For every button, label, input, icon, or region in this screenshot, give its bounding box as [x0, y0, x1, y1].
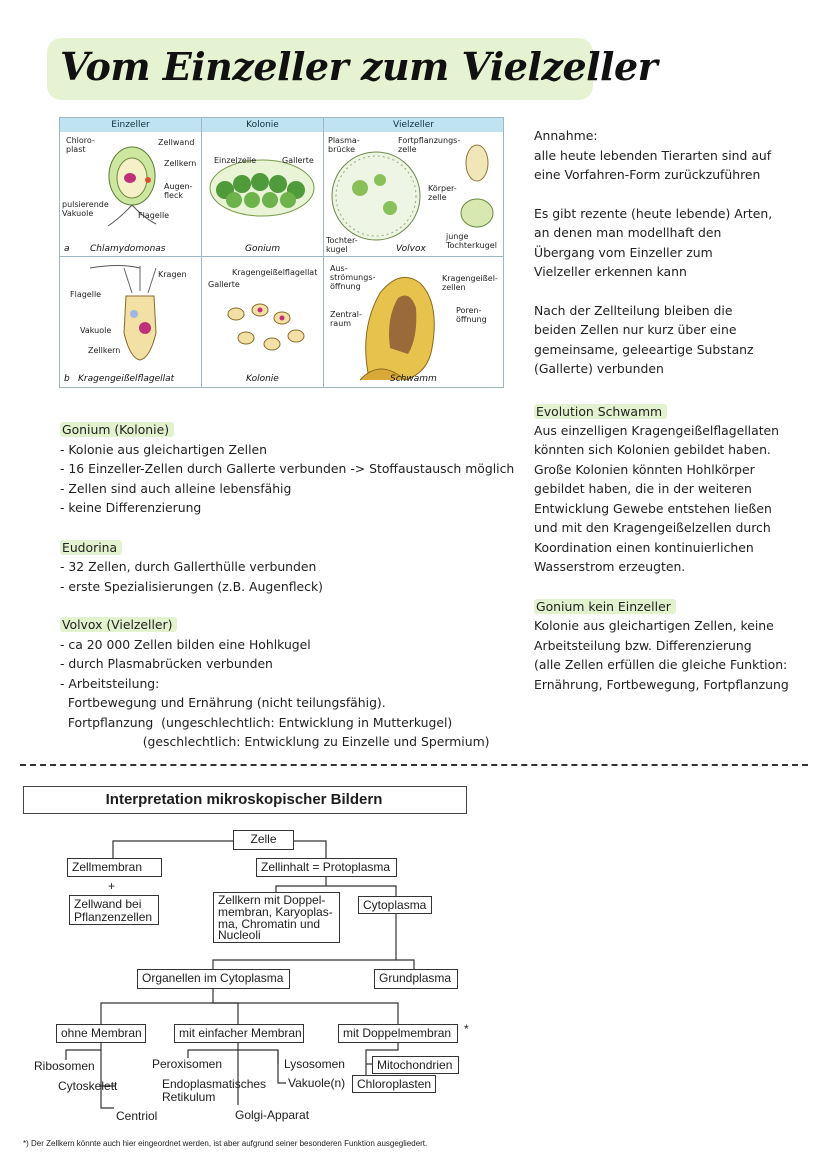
header-einzeller: Einzeller [60, 118, 201, 132]
gonium-kein-line: (alle Zellen erfüllen die gleiche Funktion: [534, 657, 788, 672]
volvox-drawing [332, 145, 493, 240]
label-tochterkugel: Tochter- kugel [326, 236, 358, 254]
volvox-line: - Arbeitsteilung: [60, 676, 160, 691]
volvox-line: - ca 20 000 Zellen bilden eine Hohlkugel [60, 637, 311, 652]
annahme-heading: Annahme: [534, 128, 598, 143]
gonium-line: - Kolonie aus gleichartigen Zellen [60, 442, 267, 457]
node-zellinhalt: Zellinhalt = Protoplasma [256, 858, 397, 877]
zellteilung-line: Nach der Zellteilung bleiben die [534, 303, 733, 318]
diagram-footnote: *) Der Zellkern könnte auch hier eingeordnet werden, ist aber aufgrund seiner besonderen Funktion ausgegliedert. [23, 1139, 428, 1148]
gonium-kein-line: Ernährung, Fortbewegung, Fortpflanzung [534, 677, 789, 692]
leaf-vakuole: Vakuole(n) [288, 1076, 346, 1090]
leaf-centriol: Centriol [116, 1109, 158, 1123]
rezent-line: Es gibt rezente (heute lebende) Arten, [534, 206, 773, 221]
caption-chlamydomonas: Chlamydomonas [90, 244, 166, 254]
evolution-line: Koordination einen kontinuierlichen [534, 540, 754, 555]
evolution-line: könnten sich Kolonien gebildet haben. [534, 442, 771, 457]
evolution-line: Entwicklung Gewebe entstehen ließen [534, 501, 772, 516]
volvox-line: - durch Plasmabrücken verbunden [60, 656, 273, 671]
rezent-line: an denen man modellhaft den [534, 225, 722, 240]
label-augenfleck: Augen- fleck [164, 182, 193, 200]
label-flagelle-2: Flagelle [70, 290, 102, 299]
volvox-line: Fortbewegung und Ernährung (nicht teilungsfähig). [60, 695, 386, 710]
label-plasmabruecke: Plasma- brücke [328, 136, 360, 154]
leaf-er: Endoplasmatisches Retikulum [162, 1077, 267, 1104]
caption-schwamm: Schwamm [390, 374, 437, 384]
node-zellmembran: Zellmembran [67, 858, 162, 877]
eudorina-line: - 32 Zellen, durch Gallerthülle verbunden [60, 559, 317, 574]
label-zellwand: Zellwand [158, 138, 195, 147]
zellteilung-line: gemeinsame, geleeartige Substanz [534, 342, 754, 357]
plus-sign: + [108, 879, 116, 893]
zellteilung-line: (Gallerte) verbunden [534, 361, 664, 376]
leaf-golgi: Golgi-Apparat [235, 1108, 310, 1122]
gonium-heading: Gonium (Kolonie) [60, 422, 174, 437]
leaf-peroxisomen: Peroxisomen [152, 1057, 223, 1071]
label-vakuole: Vakuole [80, 326, 112, 335]
node-doppelmembran: mit Doppelmembran [338, 1024, 458, 1043]
evolution-line: und mit den Kragengeißelzellen durch [534, 520, 771, 535]
leaf-mitochondrien: Mitochondrien [372, 1056, 459, 1074]
node-grundplasma: Grundplasma [374, 969, 458, 989]
volvox-line: (geschlechtlich: Entwicklung zu Einzelle und Spermium) [60, 734, 490, 749]
annahme-line: eine Vorfahren-Form zurückzuführen [534, 167, 761, 182]
leaf-ribosomen: Ribosomen [34, 1059, 95, 1073]
kolonie-drawing [228, 304, 304, 350]
eudorina-heading: Eudorina [60, 540, 122, 555]
gonium-line: - 16 Einzeller-Zellen durch Gallerte verbunden -> Stoffaustausch möglich [60, 461, 515, 476]
node-cytoplasma: Cytoplasma [358, 896, 432, 914]
node-ohne-membran: ohne Membran [56, 1024, 146, 1043]
gonium-kein-line: Arbeitsteilung bzw. Differenzierung [534, 638, 752, 653]
leaf-cytoskelett: Cytoskelett [58, 1079, 118, 1093]
node-organellen: Organellen im Cytoplasma [137, 969, 290, 989]
label-pulsierende-vakuole: pulsierende Vakuole [62, 200, 109, 218]
evolution-heading: Evolution Schwamm [534, 404, 667, 419]
zellteilung-line: beiden Zellen nur kurz über eine [534, 322, 737, 337]
label-junge-tochterkugel: junge Tochterkugel [446, 232, 497, 250]
volvox-line: Fortpflanzung (ungeschlechtlich: Entwicklung in Mutterkugel) [60, 715, 453, 730]
caption-kragengeisselflagellat: Kragengeißelflagellat [78, 374, 175, 384]
label-fortpflanzungszelle: Fortpflanzungs- zelle [398, 136, 461, 154]
page-title: Vom Einzeller zum Vielzeller [60, 44, 658, 89]
label-gallerte: Gallerte [282, 156, 314, 165]
rezent-line: Vielzeller erkennen kann [534, 264, 687, 279]
label-gallerte-2: Gallerte [208, 280, 240, 289]
annahme-line: alle heute lebenden Tierarten sind auf [534, 148, 772, 163]
evolution-line: Große Kolonien könnten Hohlkörper [534, 462, 755, 477]
gonium-drawing [210, 160, 314, 216]
evolution-line: gebildet haben, die in der weiteren [534, 481, 752, 496]
label-kragengeisselzellen: Kragengeißel- zellen [442, 274, 498, 292]
caption-gonium: Gonium [245, 244, 281, 254]
caption-kolonie: Kolonie [246, 374, 279, 384]
eudorina-line: - erste Spezialisierungen (z.B. Augenfleck) [60, 579, 323, 594]
header-vielzeller: Vielzeller [324, 118, 503, 132]
footnote-star: * [464, 1022, 469, 1036]
evolution-line: Wasserstrom erzeugten. [534, 559, 686, 574]
section-divider [20, 764, 808, 766]
label-zellkern-2: Zellkern [88, 346, 121, 355]
diagram-title: Interpretation mikroskopischer Bildern [105, 791, 383, 808]
label-porenoeffnung: Poren- öffnung [456, 306, 487, 324]
gonium-kein-line: Kolonie aus gleichartigen Zellen, keine [534, 618, 774, 633]
label-ausstroemungsoeffnung: Aus- strömungs- öffnung [330, 264, 376, 291]
label-zentralraum: Zentral- raum [330, 310, 362, 328]
schwamm-drawing [360, 277, 434, 380]
caption-b: b [64, 374, 70, 384]
label-koerperzelle: Körper- zelle [428, 184, 457, 202]
node-zellwand: Zellwand bei Pflanzenzellen [69, 895, 159, 925]
caption-volvox: Volvox [396, 244, 426, 254]
label-flagelle: Flagelle [138, 211, 170, 220]
node-einfache-membran: mit einfacher Membran [174, 1024, 304, 1043]
gonium-line: - keine Differenzierung [60, 500, 202, 515]
gonium-line: - Zellen sind auch alleine lebensfähig [60, 481, 292, 496]
caption-a: a [64, 244, 70, 254]
label-einzelzelle: Einzelzelle [214, 156, 257, 165]
label-kragengeisselflagellat: Kragengeißelflagellat [232, 268, 318, 277]
leaf-chloroplasten: Chloroplasten [352, 1075, 436, 1093]
gonium-kein-heading: Gonium kein Einzeller [534, 599, 676, 614]
volvox-heading: Volvox (Vielzeller) [60, 617, 177, 632]
node-zelle: Zelle [233, 830, 294, 850]
label-kragen: Kragen [158, 270, 187, 279]
evolution-line: Aus einzelligen Kragengeißelflagellaten [534, 423, 780, 438]
evolution-figure [59, 117, 504, 388]
header-kolonie: Kolonie [202, 118, 323, 132]
node-zellkern: Zellkern mit Doppel- membran, Karyoplas- ma, Chromatin und Nucleoli [213, 892, 340, 943]
label-zellkern: Zellkern [164, 159, 197, 168]
rezent-line: Übergang vom Einzeller zum [534, 245, 713, 260]
leaf-lysosomen: Lysosomen [284, 1057, 345, 1071]
label-chloroplast: Chloro- plast [66, 136, 95, 154]
